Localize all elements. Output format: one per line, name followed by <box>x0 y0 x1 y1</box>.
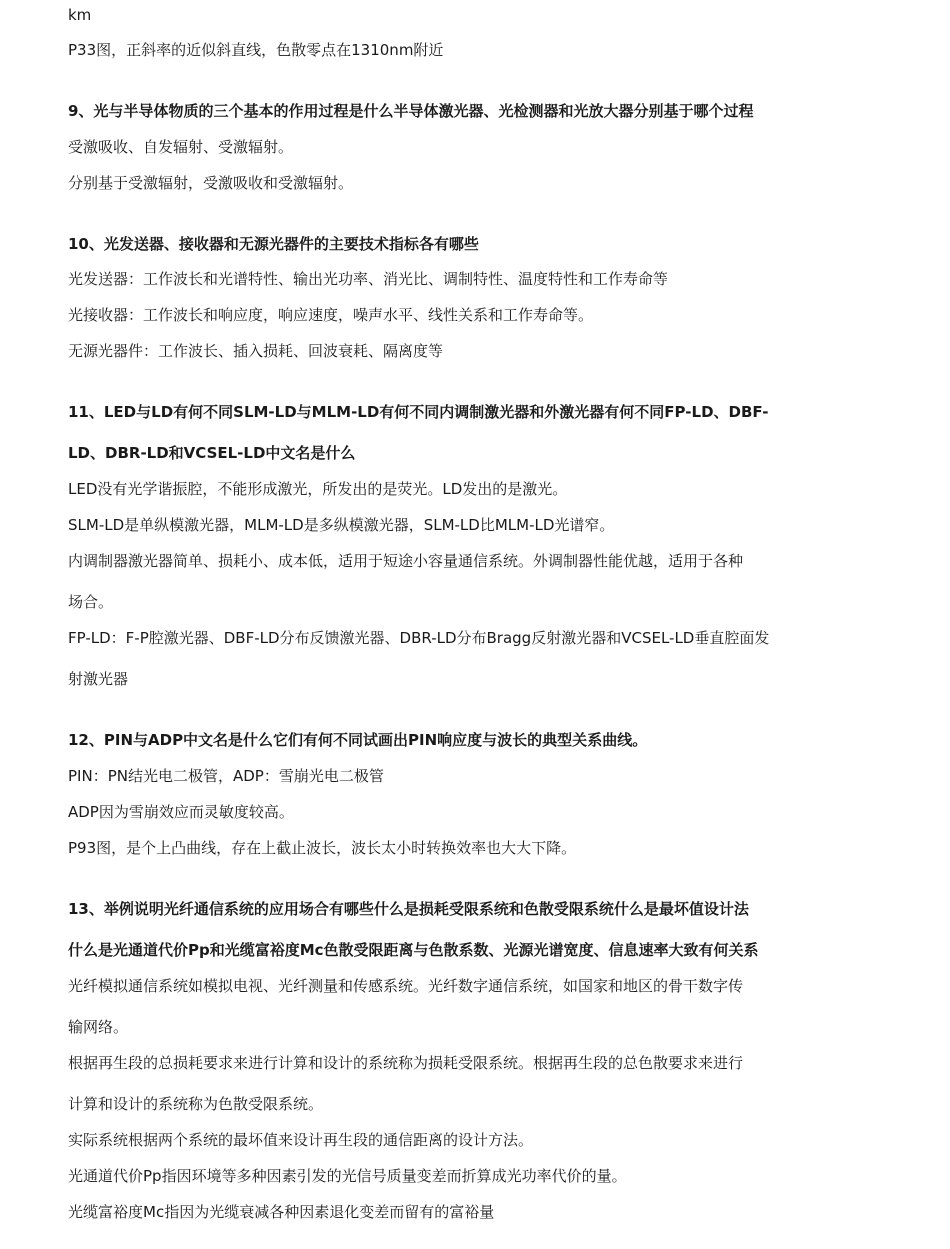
question-heading: 12、PIN与ADP中文名是什么它们有何不同试画出PIN响应度与波长的典型关系曲线。 <box>68 731 648 749</box>
question-heading: 9、光与半导体物质的三个基本的作用过程是什么半导体激光器、光检测器和光放大器分别基于哪个过程 <box>68 102 754 120</box>
text-line: ADP因为雪崩效应而灵敏度较高。 <box>68 803 294 821</box>
text-line: 分别基于受激辐射，受激吸收和受激辐射。 <box>68 174 354 192</box>
text-line: 场合。 <box>68 593 114 611</box>
text-line: 输网络。 <box>68 1018 129 1036</box>
text-line: 无源光器件：工作波长、插入损耗、回波衰耗、隔离度等 <box>68 342 444 360</box>
question-heading: 13、举例说明光纤通信系统的应用场合有哪些什么是损耗受限系统和色散受限系统什么是最坏值设计法 <box>68 900 749 918</box>
text-line: P33图，正斜率的近似斜直线，色散零点在1310nm附近 <box>68 41 444 59</box>
text-line: 射激光器 <box>68 670 129 688</box>
text-line: 光纤模拟通信系统如模拟电视、光纤测量和传感系统。光纤数字通信系统，如国家和地区的骨干数字传 <box>68 977 744 995</box>
text-line: 内调制器激光器简单、损耗小、成本低，适用于短途小容量通信系统。外调制器性能优越，适用于各种 <box>68 552 744 570</box>
text-line: 光发送器：工作波长和光谱特性、输出光功率、消光比、调制特性、温度特性和工作寿命等 <box>68 270 669 288</box>
text-line: 计算和设计的系统称为色散受限系统。 <box>68 1095 324 1113</box>
text-line: SLM-LD是单纵模激光器，MLM-LD是多纵模激光器，SLM-LD比MLM-LD光谱窄。 <box>68 516 615 534</box>
text-line: 光缆富裕度Mc指因为光缆衰减各种因素退化变差而留有的富裕量 <box>68 1203 495 1221</box>
text-line: P93图，是个上凸曲线，存在上截止波长，波长太小时转换效率也大大下降。 <box>68 839 577 857</box>
text-line: 光接收器：工作波长和响应度，响应速度，噪声水平、线性关系和工作寿命等。 <box>68 306 594 324</box>
text-line: FP-LD：F-P腔激光器、DBF-LD分布反馈激光器、DBR-LD分布Bragg反射激光器和VCSEL-LD垂直腔面发 <box>68 629 770 647</box>
question-heading: LD、DBR-LD和VCSEL-LD中文名是什么 <box>68 444 356 462</box>
text-line: 根据再生段的总损耗要求来进行计算和设计的系统称为损耗受限系统。根据再生段的总色散要求来进行 <box>68 1054 744 1072</box>
text-line: 受激吸收、自发辐射、受激辐射。 <box>68 138 294 156</box>
question-heading: 10、光发送器、接收器和无源光器件的主要技术指标各有哪些 <box>68 235 479 253</box>
text-line: km <box>68 6 92 24</box>
text-line: LED没有光学谐振腔，不能形成激光，所发出的是荧光。LD发出的是激光。 <box>68 480 568 498</box>
question-heading: 11、LED与LD有何不同SLM-LD与MLM-LD有何不同内调制激光器和外激光器有何不同FP-LD、DBF- <box>68 403 769 421</box>
text-line: 实际系统根据两个系统的最坏值来设计再生段的通信距离的设计方法。 <box>68 1131 534 1149</box>
question-heading: 什么是光通道代价Pp和光缆富裕度Mc色散受限距离与色散系数、光源光谱宽度、信息速率大致有何关系 <box>68 941 759 959</box>
text-line: 光通道代价Pp指因环境等多种因素引发的光信号质量变差而折算成光功率代价的量。 <box>68 1167 627 1185</box>
text-line: PIN：PN结光电二极管，ADP：雪崩光电二极管 <box>68 767 384 785</box>
